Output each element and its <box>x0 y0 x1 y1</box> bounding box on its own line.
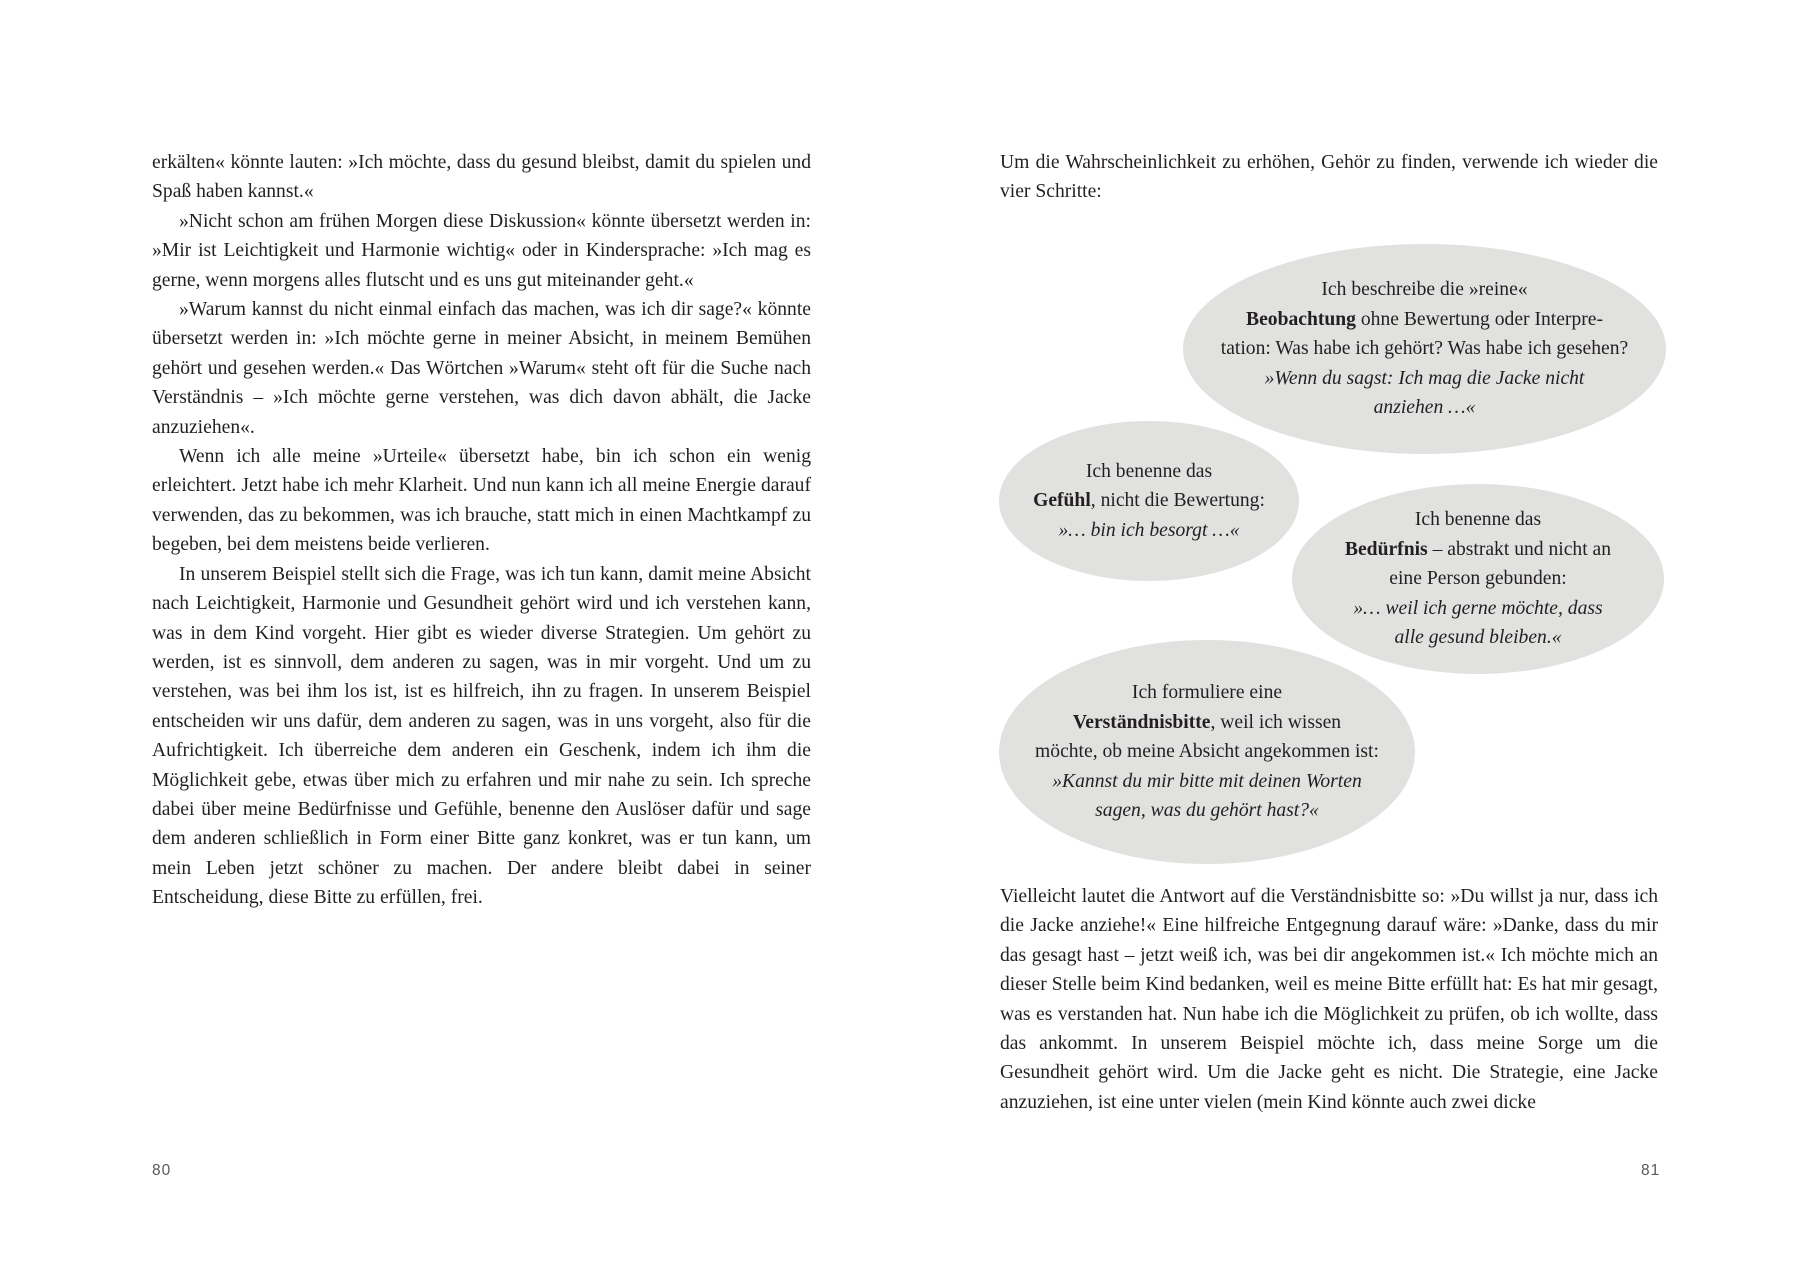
right-page <box>900 0 1800 1280</box>
bubble-line: eine Person gebunden: <box>1389 568 1567 590</box>
bubble-example: sagen, was du gehört hast?« <box>1095 800 1319 822</box>
keyword-beduerfnis: Bedürfnis <box>1344 538 1428 560</box>
paragraph: »Nicht schon am frühen Morgen diese Diskussion« könnte übersetzt werden in: »Mir ist Leichtigkeit und Harmonie wichtig« oder in Kindersprache: »Ich mag es gerne, wenn morgens alles flutscht und es uns gut miteinander geht.« <box>152 210 811 291</box>
bubble-example: »Kannst du mir bitte mit deinen Worten <box>1052 770 1362 792</box>
right-body-text: Vielleicht lautet die Antwort auf die Verständnisbitte so: »Du willst ja nur, dass ich die Jacke anziehe!« Eine hilfreiche Entgegnung darauf wäre: »Danke, dass du mir das gesagt hast – jetzt weiß ich, was bei dir angekommen ist.« Ich möchte mich an dieser Stelle beim Kind bedanken, weil es meine Bitte erfüllt hat: Es hat mir gesagt, was es verstanden hat. Nun habe ich die Möglichkeit zu prüfen, ob ich wollte, dass das ankommt. In unserem Beispiel möchte ich, dass meine Sorge um die Gesundheit gehört wird. Um die Jacke geht es nicht. Die Strategie, eine Jacke anzuziehen, ist eine unter vielen (mein Kind könnte auch zwei dicke <box>1000 886 1658 1113</box>
bubble-verstaendnisbitte <box>999 640 1415 864</box>
page-number-left: 80 <box>152 1162 172 1179</box>
bubble-line: Ich formuliere eine <box>1131 682 1283 704</box>
bubble-line: möchte, ob meine Absicht angekommen ist: <box>1035 741 1379 763</box>
intro-paragraph: Um die Wahrscheinlichkeit zu erhöhen, Gehör zu finden, verwende ich wieder die vier Schritte: <box>1000 152 1658 203</box>
keyword-verstaendnisbitte: Verständnisbitte <box>1072 711 1211 733</box>
keyword-beobachtung: Beobachtung <box>1246 308 1356 330</box>
paragraph: Wenn ich alle meine »Urteile« übersetzt habe, bin ich schon ein wenig erleichtert. Jetzt habe ich mehr Klarheit. Und nun kann ich all meine Energie darauf verwenden, das zu bekommen, was ich brauche, statt mich in einen Machtkampf zu begeben, bei dem meistens beide verlieren. <box>152 446 811 556</box>
bubble-line-rest: , nicht die Bewertung: <box>1090 490 1265 512</box>
bubble-line: Ich benenne das <box>1414 509 1542 531</box>
page-number-right: 81 <box>1641 1162 1661 1179</box>
keyword-gefuehl: Gefühl <box>1033 490 1091 512</box>
bubble-line-rest: – abstrakt und nicht an <box>1427 538 1612 560</box>
bubble-example: alle gesund bleiben.« <box>1394 627 1562 649</box>
bubble-gefuehl <box>999 421 1299 581</box>
paragraph: erkälten« könnte lauten: »Ich möchte, dass du gesund bleibst, damit du spielen und Spaß haben kannst.« <box>152 152 811 203</box>
bubble-line <box>1033 486 1265 515</box>
paragraph: »Warum kannst du nicht einmal einfach das machen, was ich dir sage?« könnte übersetzt werden in: »Ich möchte gerne in meiner Absicht, in meinem Bemühen gehört und gesehen werden.« Das Wörtchen »Warum« steht oft für die Suche nach Verständnis – »Ich möchte gerne verstehen, was dich davon abhält, die Jacke anzuziehen«. <box>152 299 811 438</box>
bubble-line: Ich beschreibe die »reine« <box>1321 279 1528 301</box>
bubble-beduerfnis <box>1292 484 1664 674</box>
bubble-example: anziehen …« <box>1373 397 1476 419</box>
left-body-text <box>152 148 811 913</box>
bubble-line <box>1345 535 1611 564</box>
bubble-beobachtung <box>1183 244 1666 454</box>
bubble-example: »… weil ich gerne möchte, dass <box>1353 597 1603 619</box>
bubble-example: »… bin ich besorgt …« <box>1058 519 1240 541</box>
bubble-line-rest: , weil ich wissen <box>1210 711 1342 733</box>
bubble-example: »Wenn du sagst: Ich mag die Jacke nicht <box>1264 367 1585 389</box>
bubble-line: Ich benenne das <box>1085 460 1213 482</box>
paragraph: In unserem Beispiel stellt sich die Frage, was ich tun kann, damit meine Absicht nach Leichtigkeit, Harmonie und Gesundheit gehört wird und ich verstehen kann, was in dem Kind vorgeht. Hier gibt es wieder diverse Strategien. Um gehört zu werden, ist es sinnvoll, dem anderen zu sagen, was in mir vorgeht. Und um zu verstehen, was bei ihm los ist, ist es hilfreich, ihn zu fragen. In unserem Beispiel entscheiden wir uns dafür, dem anderen zu sagen, was in uns vorgeht, also für die Aufrichtigkeit. Ich überreiche dem anderen ein Geschenk, indem ich ihm die Möglichkeit gebe, etwas über mich zu erfahren und mir nahe zu sein. Ich spreche dabei über meine Bedürfnisse und Gefühle, benenne den Auslöser dafür und sage dem anderen schließlich in Form einer Bitte ganz konkret, was er tun kann, um mein Leben jetzt schöner zu machen. Der andere bleibt dabei in seiner Entscheidung, diese Bitte zu erfüllen, frei. <box>152 563 811 909</box>
bubble-line-rest: ohne Bewertung oder Interpre- <box>1355 308 1603 330</box>
bubble-line <box>1073 708 1341 737</box>
bubble-line: tation: Was habe ich gehört? Was habe ich gesehen? <box>1220 338 1629 360</box>
bubble-line <box>1246 305 1603 334</box>
